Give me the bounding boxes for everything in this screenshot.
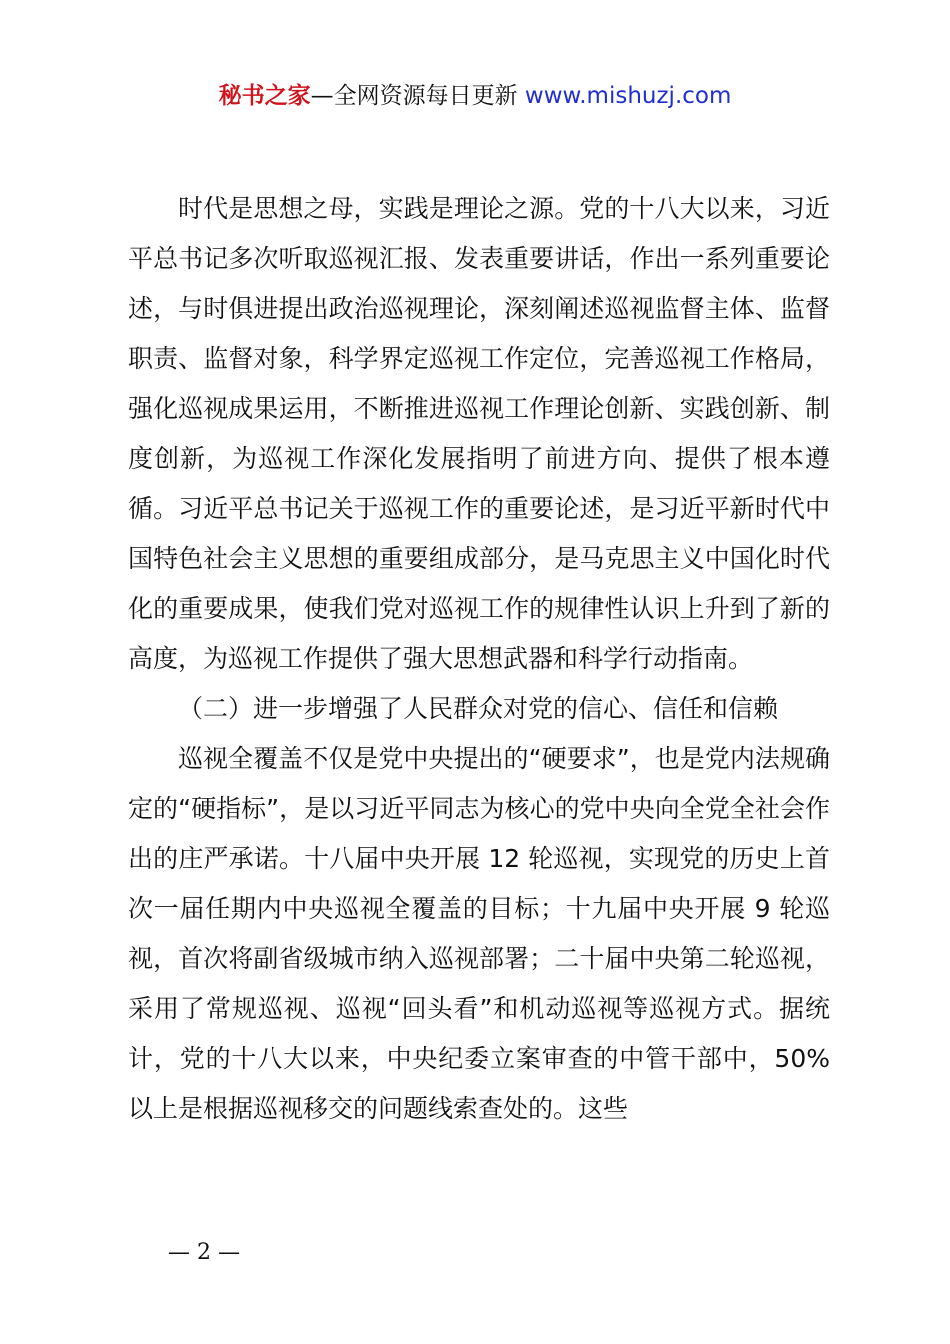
site-header bbox=[0, 80, 950, 112]
page-number: — 2 — bbox=[168, 1240, 240, 1265]
document-body bbox=[128, 184, 830, 1134]
site-url-link[interactable]: www.mishuzj.com bbox=[524, 83, 732, 109]
paragraph-coverage: 巡视全覆盖不仅是党中央提出的“硬要求”，也是党内法规确定的“硬指标”，是以习近平同志为核心的党中央向全党全社会作出的庄严承诺。十八届中央开展 12 轮巡视，实现党的历史上首次一届任期内中央巡视全覆盖的目标；十九届中央开展 9 轮巡视，首次将副省级城市纳入巡视部署；二十届中央第二轮巡视，采用了常规巡视、巡视“回头看”和机动巡视等巡视方式。据统计，党的十八大以来，中央纪委立案审查的中管干部中，50%以上是根据巡视移交的问题线索查处的。这些 bbox=[128, 744, 830, 1123]
brand-name: 秘书之家 bbox=[218, 83, 311, 109]
section-heading: （二）进一步增强了人民群众对党的信心、信任和信赖 bbox=[178, 694, 779, 723]
header-slogan: —全网资源每日更新 bbox=[310, 83, 525, 109]
paragraph-intro: 时代是思想之母，实践是理论之源。党的十八大以来，习近平总书记多次听取巡视汇报、发表重要讲话，作出一系列重要论述，与时俱进提出政治巡视理论，深刻阐述巡视监督主体、监督职责、监督对象，科学界定巡视工作定位，完善巡视工作格局，强化巡视成果运用，不断推进巡视工作理论创新、实践创新、制度创新，为巡视工作深化发展指明了前进方向、提供了根本遵循。习近平总书记关于巡视工作的重要论述，是习近平新时代中国特色社会主义思想的重要组成部分，是马克思主义中国化时代化的重要成果，使我们党对巡视工作的规律性认识上升到了新的高度，为巡视工作提供了强大思想武器和科学行动指南。 bbox=[128, 194, 830, 673]
